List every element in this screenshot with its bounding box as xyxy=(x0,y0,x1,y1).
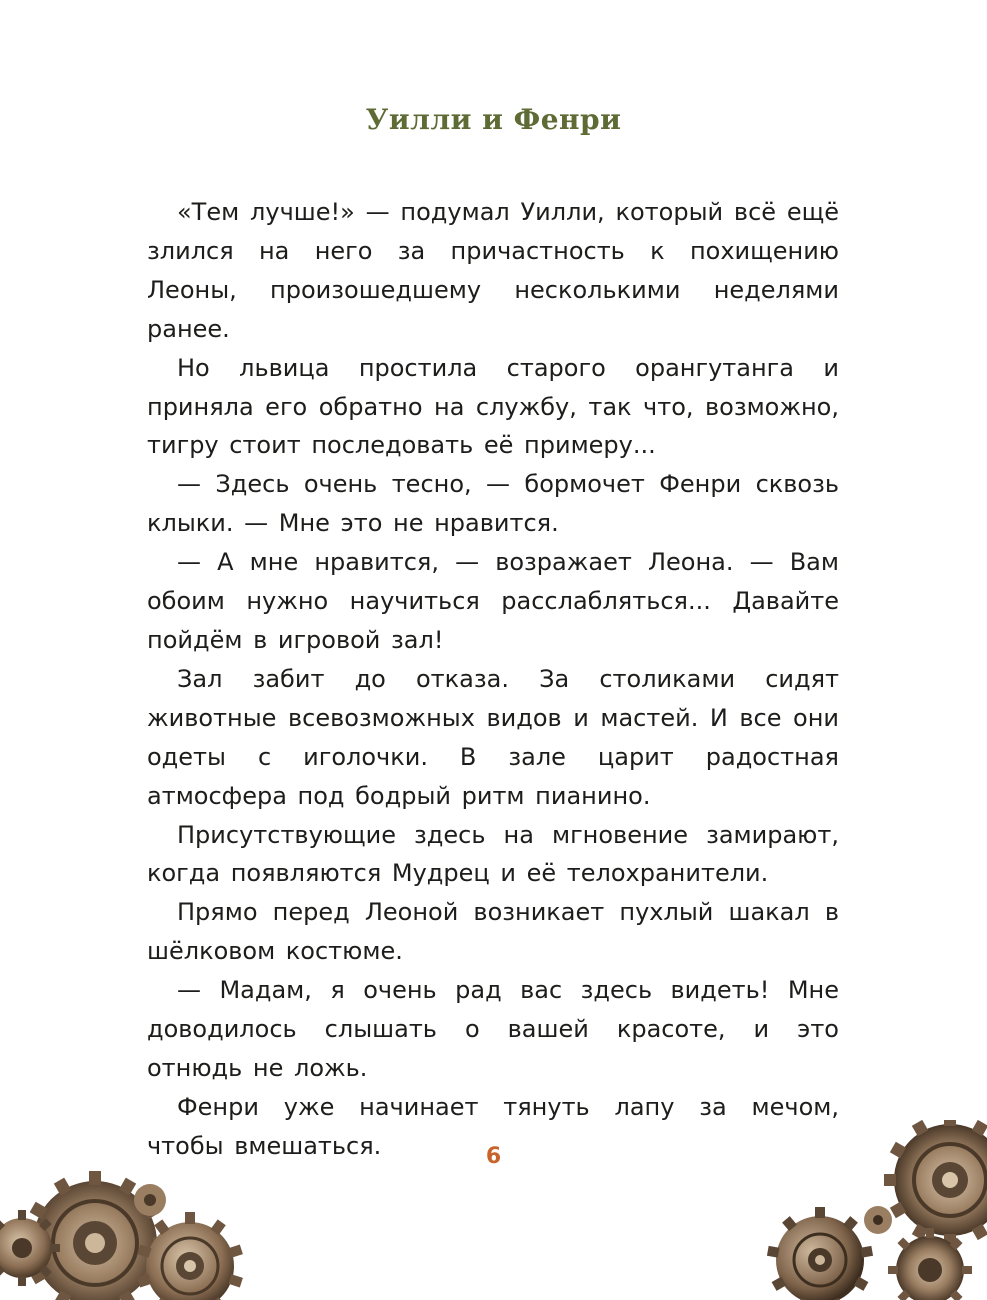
paragraph: — Мадам, я очень рад вас здесь видеть! Мне доводилось слышать о вашей красоте, и это отнюдь не ложь. xyxy=(147,976,839,1082)
paragraph: Зал забит до отказа. За столиками сидят животные всевозможных видов и мастей. И все они одеты с иголочки. В зале царит радостная атмосфера под бодрый ритм пианино. xyxy=(147,664,839,810)
gears-left-illustration xyxy=(0,1148,260,1300)
chapter-title: Уилли и Фенри xyxy=(365,103,622,136)
paragraph: — Здесь очень тесно, — бормочет Фенри сквозь клыки. — Мне это не нравится. xyxy=(147,470,839,538)
gear-icon xyxy=(884,1120,987,1246)
page-number: 6 xyxy=(485,1144,502,1169)
paragraph: «Тем лучше!» — подумал Уилли, который всё ещё злился на него за причастность к похищению Леоны, произошедшему несколькими неделями ранее. xyxy=(147,198,839,343)
paragraph: Но львица простила старого орангутанга и приняла его обратно на службу, так что, возможно, тигру стоит последовать её примеру... xyxy=(147,353,839,460)
paragraph: Прямо перед Леоной возникает пухлый шакал в шёлковом костюме. xyxy=(147,898,839,966)
gears-right-illustration xyxy=(760,1120,987,1300)
paragraph: Присутствующие здесь на мгновение замирают, когда появляются Мудрец и её телохранители. xyxy=(147,820,839,888)
body-text xyxy=(147,193,839,1166)
paragraph: Фенри уже начинает тянуть лапу за мечом, чтобы вмешаться. xyxy=(147,1092,839,1160)
paragraph: — А мне нравится, — возражает Леона. — Вам обоим нужно научиться расслабляться... Давайте пойдём в игровой зал! xyxy=(147,548,839,654)
